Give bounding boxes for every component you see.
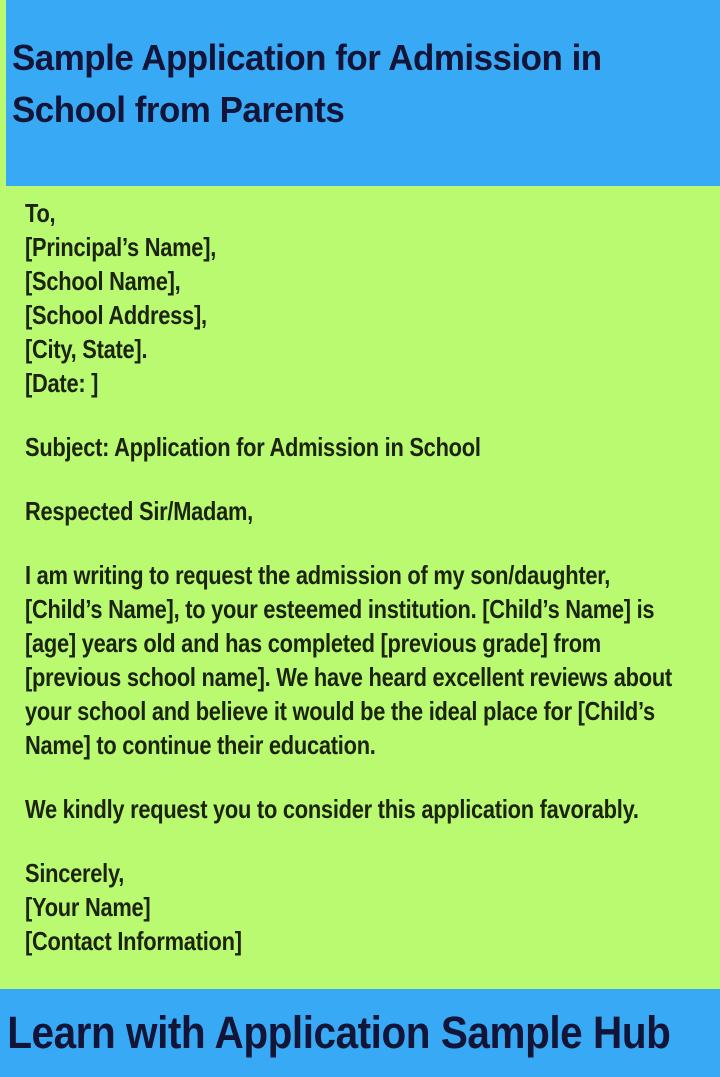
salutation-block [25,494,720,528]
page-title-line-1: Sample Application for Admission in [12,37,602,78]
address-line: [City, State]. [25,334,148,364]
subject-line: Subject: Application for Admission in School [25,432,481,462]
body-line: [previous school name]. We have heard excellent reviews about [25,662,672,692]
address-line: [School Name], [25,266,181,296]
body-line: [Child’s Name], to your esteemed institution. [Child’s Name] is [25,594,655,624]
header-banner [6,0,720,186]
closing-block [25,856,720,958]
salutation-line: Respected Sir/Madam, [25,496,254,526]
address-line: [School Address], [25,300,207,330]
body-line: [age] years old and has completed [previous grade] from [25,628,601,658]
recipient-address-block [25,196,720,400]
body-paragraph [25,558,720,762]
address-line: [Date: ] [25,368,99,398]
closing-line: [Contact Information] [25,926,242,956]
address-line: To, [25,198,56,228]
page-title-line-2: School from Parents [12,89,345,130]
page-title [6,0,720,136]
footer-brand-text: Learn with Application Sample Hub [7,1007,671,1058]
request-line: We kindly request you to consider this application favorably. [25,794,639,824]
request-block [25,792,720,826]
address-line: [Principal’s Name], [25,232,217,262]
body-line: I am writing to request the admission of my son/daughter, [25,560,611,590]
footer-banner [0,989,720,1077]
closing-line: Sincerely, [25,858,125,888]
subject-block [25,430,720,464]
letter-body [25,196,720,988]
closing-line: [Your Name] [25,892,151,922]
body-line: Name] to continue their education. [25,730,376,760]
body-line: your school and believe it would be the ideal place for [Child’s [25,696,655,726]
